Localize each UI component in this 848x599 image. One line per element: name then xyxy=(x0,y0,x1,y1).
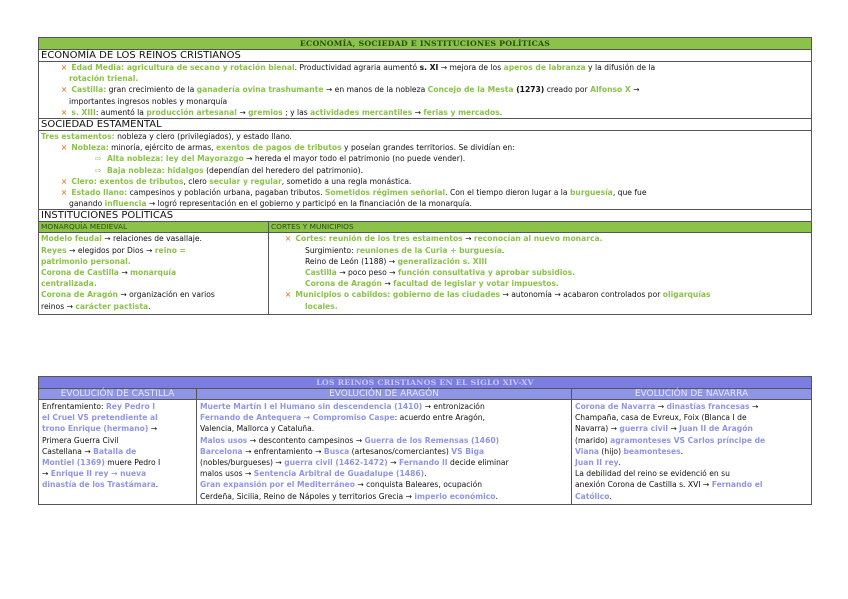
aragon-column xyxy=(197,389,572,504)
cortes-line: × Municipios o cabildos: gobierno de las ciudades → autonomía → acabaron controlados por oligarquías xyxy=(284,290,711,300)
reinos-cristianos-section xyxy=(38,376,812,505)
arrow-right-icon: ⇨ xyxy=(95,165,102,175)
cortes-line: locales. xyxy=(305,301,338,311)
aragon-line: (nobles/burgueses) → guerra civil (1462-1472) → Fernando II decide eliminar xyxy=(200,458,509,468)
economia-bullet-castilla-cont: importantes ingresos nobles y monarquía xyxy=(69,96,228,106)
cortes-column-head: CORTES Y MUNICIPIOS xyxy=(269,222,811,233)
aragon-line: Barcelona → enfrentamiento → Busca (artesanos/comerciantes) VS Biga xyxy=(200,446,485,456)
bullet-x-icon: × xyxy=(60,107,68,117)
monarquia-column-head: MONARQUÍA MEDIEVAL xyxy=(39,222,268,233)
bullet-x-icon: × xyxy=(60,176,68,186)
economia-bullet-edad-media: × Edad Media: agricultura de secano y rotación bienal. Productividad agraria aumentó s. XI → mejora de los aperos de labranza y la difusión de la xyxy=(60,63,656,72)
bullet-x-icon: × xyxy=(60,143,68,153)
cortes-line: × Cortes: reunión de los tres estamentos → reconocían al nuevo monarca. xyxy=(284,234,603,244)
instituciones-table xyxy=(39,221,811,313)
economia-bullet-castilla: × Castilla: gran crecimiento de la ganadería ovina trashumante → en manos de la nobleza Concejo de la Mesta (1273) creado por Alfonso X → xyxy=(60,85,640,95)
economia-heading: ECONOMÍA DE LOS REINOS CRISTIANOS xyxy=(39,50,811,62)
sociedad-baja-nobleza: ⇨ Baja nobleza: hidalgos (dependían del heredero del patrimonio). xyxy=(95,165,363,175)
aragon-line: Malos usos → descontento campesinos → Guerra de los Remensas (1460) xyxy=(200,435,500,445)
economia-sociedad-instituciones-section xyxy=(38,37,812,315)
sociedad-estado-llano-cont: ganando influencia → logró representación en el gobierno y participó en la financiación de la monarquía. xyxy=(69,199,472,209)
bullet-x-icon: × xyxy=(284,290,292,300)
instituciones-heading: INSTITUCIONES POLÍTICAS xyxy=(39,209,811,221)
aragon-line: malos usos → Sentencia Arbitral de Guadalupe (1486). xyxy=(200,469,427,479)
economia-bullet-xiii: × s. XIII: aumentó la producción artesanal → gremios ; y las actividades mercantiles → ferias y mercados. xyxy=(60,107,503,117)
cortes-line: Reino de León (1188) → generalización s. XIII xyxy=(305,256,488,266)
sociedad-intro: Tres estamentos: nobleza y clero (privilegiados), y estado llano. xyxy=(41,132,292,142)
navarra-line: Juan II rey. xyxy=(575,458,621,468)
cortes-line: Surgimiento: reuniones de la Curia + burguesía. xyxy=(305,245,505,255)
castilla-line: Enfrentamiento: Rey Pedro I xyxy=(42,402,156,411)
navarra-line: Champaña, casa de Evreux, Foix (Blanca I de xyxy=(575,413,747,423)
navarra-line: Corona de Navarra → dinastías francesas → xyxy=(575,402,759,411)
bullet-x-icon: × xyxy=(284,234,292,244)
navarra-column xyxy=(572,389,811,504)
aragon-line: Fernando de Antequera → Compromiso Caspe: acuerdo entre Aragón, xyxy=(200,413,485,423)
monarquia-column xyxy=(39,222,269,313)
bullet-x-icon: × xyxy=(60,85,68,95)
aragon-column-head: EVOLUCIÓN DE ARAGÓN xyxy=(197,389,571,400)
castilla-column xyxy=(39,389,197,504)
navarra-line: anexión Corona de Castilla s. XVI → Fernando el xyxy=(575,480,763,490)
castilla-line: dinastía de los Trastámara. xyxy=(42,480,159,490)
monarquia-line: patrimonio personal. xyxy=(41,256,131,266)
economia-bullet-edad-media-cont: rotación trienal. xyxy=(69,74,139,84)
navarra-line: La debilidad del reino se evidenció en su xyxy=(575,469,730,479)
castilla-line: Primera Guerra Civil xyxy=(42,435,119,445)
cortes-column xyxy=(269,222,811,313)
evolucion-table xyxy=(39,389,811,504)
monarquia-line: Corona de Castilla → monarquía xyxy=(41,268,177,278)
monarquia-line: Reyes → elegidos por Dios → reino = xyxy=(41,245,186,255)
arrow-right-icon: ⇨ xyxy=(95,154,102,164)
castilla-line: → Enrique II rey → nueva xyxy=(42,469,147,479)
aragon-line: Cerdeña, Sicilia, Reino de Nápoles y territorios Grecia → imperio económico. xyxy=(200,491,498,501)
cortes-line: Corona de Aragón → facultad de legislar y votar impuestos. xyxy=(305,279,559,289)
castilla-line: trono Enrique (hermano) → xyxy=(42,424,158,434)
monarquia-line: centralizada. xyxy=(41,279,97,289)
section-title: LOS REINOS CRISTIANOS EN EL SIGLO XIV-XV xyxy=(39,377,811,389)
castilla-column-head: EVOLUCIÓN DE CASTILLA xyxy=(39,389,196,400)
navarra-line: Viana (hijo) beamonteses. xyxy=(575,446,684,456)
sociedad-nobleza: × Nobleza: minoría, ejército de armas, exentos de pagos de tributos y poseían grandes territorios. Se dividían en: xyxy=(60,143,515,153)
castilla-line: Castellana → Batalla de xyxy=(42,446,137,456)
sociedad-clero: × Clero: exentos de tributos, clero secular y regular, sometido a una regla monástica. xyxy=(60,176,412,186)
navarra-column-head: EVOLUCIÓN DE NAVARRA xyxy=(572,389,811,400)
castilla-line: el Cruel VS pretendiente al xyxy=(42,413,158,423)
navarra-line: (marido) agramonteses VS Carlos príncipe de xyxy=(575,435,766,445)
sociedad-heading: SOCIEDAD ESTAMENTAL xyxy=(39,118,811,131)
bullet-x-icon: × xyxy=(60,63,68,72)
navarra-line: Navarra) → guerra civil → Juan II de Aragón xyxy=(575,424,753,434)
aragon-line: Muerte Martín I el Humano sin descendencia (1410) → entronización xyxy=(200,402,485,411)
navarra-line: Católico. xyxy=(575,491,612,501)
cortes-line: Castilla → poco peso → función consultativa y aprobar subsidios. xyxy=(305,268,576,278)
aragon-line: Valencia, Mallorca y Cataluña. xyxy=(200,424,315,434)
aragon-line: Gran expansión por el Mediterráneo → conquista Baleares, ocupación xyxy=(200,480,483,490)
sociedad-estado-llano: × Estado llano: campesinos y población urbana, pagaban tributos. Sometidos régimen señorial. Con el tiempo dieron lugar a la burguesía, que fue xyxy=(60,188,647,198)
section-title: ECONOMÍA, SOCIEDAD E INSTITUCIONES POLÍTICAS xyxy=(39,38,811,50)
monarquia-line: Corona de Aragón → organización en varios xyxy=(41,290,215,300)
bullet-x-icon: × xyxy=(60,188,68,198)
monarquia-line: reinos → carácter pactista. xyxy=(41,301,151,311)
sociedad-alta-nobleza: ⇨ Alta nobleza: ley del Mayorazgo → hereda el mayor todo el patrimonio (no puede vender). xyxy=(95,154,466,164)
castilla-line: Montiel (1369) muere Pedro I xyxy=(42,458,161,468)
monarquia-line: Modelo feudal → relaciones de vasallaje. xyxy=(41,234,202,244)
